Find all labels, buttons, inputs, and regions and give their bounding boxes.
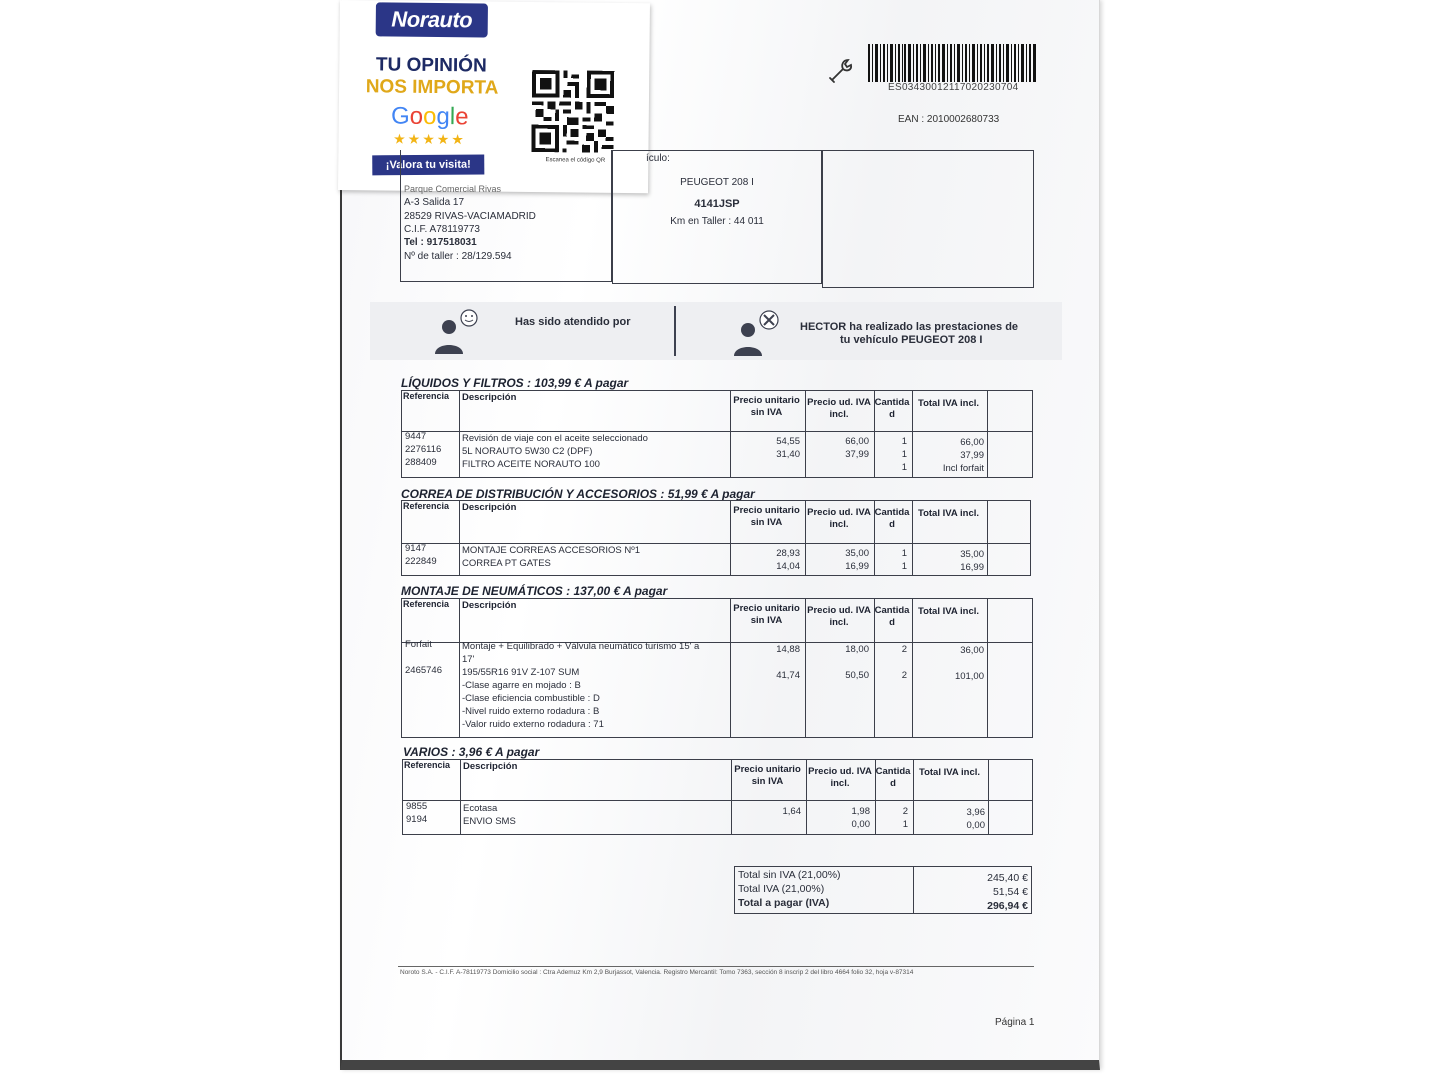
sticker-headline-2: NOS IMPORTA — [365, 76, 499, 99]
row-desc: Ecotasa — [463, 803, 498, 814]
row-iva-price: 18,00 — [845, 644, 869, 655]
attended-by-text: Has sido atendido por — [515, 316, 631, 328]
col-header-total: Total IVA incl. — [917, 606, 980, 617]
row-ref: 9194 — [406, 814, 428, 825]
legal-footer: Noroto S.A. - C.I.F. A-78119773 Domicilio social : Ctra Ademuz Km 2,9 Burjassot, Valencia. Registro Mercantil: Tomo 7363, sección 8 inscrip 2 del libro 4664 folio 32, hoja v-87314 — [400, 969, 914, 976]
wrench-icon — [826, 56, 858, 84]
total-pagar-label: Total a pagar (IVA) — [738, 897, 830, 909]
row-desc: ENVIO SMS — [463, 816, 516, 827]
col-header-total: Total IVA incl. — [917, 508, 980, 519]
col-header-unit-2: sin IVA — [750, 615, 783, 626]
total-iva-label: Total IVA (21,00%) — [738, 883, 825, 895]
row-ref: 2276116 — [405, 444, 442, 455]
row-qty: 1 — [901, 449, 907, 460]
col-header-desc: Descripción — [462, 600, 517, 611]
mechanic-tools-icon — [732, 310, 782, 356]
col-header-qty: Cantida — [874, 605, 910, 616]
col-header-iva: Precio ud. IVA — [807, 605, 871, 616]
col-header-unit-2: sin IVA — [751, 776, 784, 787]
norauto-logo: Norauto — [376, 2, 488, 37]
row-iva-price: 66,00 — [845, 436, 869, 447]
col-header-iva-2: incl. — [829, 519, 849, 530]
row-qty: 1 — [901, 548, 907, 559]
row-unit-price: 14,04 — [776, 561, 800, 572]
row-unit-price: 14,88 — [776, 644, 800, 655]
col-header-iva: Precio ud. IVA — [807, 507, 871, 518]
mechanic-text-2: tu vehículo PEUGEOT 208 I — [840, 334, 983, 346]
col-header-total: Total IVA incl. — [917, 398, 980, 409]
row-desc: MONTAJE CORREAS ACCESORIOS Nº1 — [462, 545, 641, 556]
row-unit-price: 41,74 — [776, 670, 800, 681]
row-total: 3,96 — [966, 807, 985, 818]
col-header-iva-2: incl. — [830, 778, 850, 789]
row-desc: 195/55R16 91V Z-107 SUM — [462, 667, 580, 678]
row-total: 35,00 — [960, 549, 984, 560]
row-total: 37,99 — [960, 450, 984, 461]
section-title: VARIOS : 3,96 € A pagar — [403, 745, 540, 759]
row-qty: 2 — [902, 806, 908, 817]
row-desc: -Clase agarre en mojado : B — [462, 680, 581, 691]
page-number: Página 1 — [995, 1017, 1035, 1028]
col-header-iva-2: incl. — [829, 409, 849, 420]
background — [0, 0, 340, 1080]
vehicle-label: ículo: — [646, 153, 670, 164]
row-ref: 9855 — [406, 801, 428, 812]
row-desc: Montaje + Equilibrado + Válvula neumático turismo 15' a — [462, 641, 700, 652]
col-header-unit: Precio unitario — [734, 764, 801, 775]
row-total: 101,00 — [954, 671, 984, 682]
total-sin-iva-label: Total sin IVA (21,00%) — [738, 869, 841, 881]
section-title: CORREA DE DISTRIBUCIÓN Y ACCESORIOS : 51,99 € A pagar — [401, 487, 755, 501]
row-unit-price: 1,64 — [782, 806, 801, 817]
row-unit-price: 31,40 — [776, 449, 800, 460]
row-qty: 1 — [901, 561, 907, 572]
workshop-line-2: 28529 RIVAS-VACIAMADRID — [404, 211, 536, 222]
col-header-ref: Referencia — [403, 599, 450, 609]
person-chat-icon — [432, 308, 482, 354]
row-qty: 1 — [901, 436, 907, 447]
row-qty: 1 — [902, 819, 908, 830]
vehicle-km: Km en Taller : 44 011 — [670, 216, 764, 227]
blank-box — [822, 150, 1034, 288]
col-header-unit: Precio unitario — [733, 603, 800, 614]
col-header-iva: Precio ud. IVA — [807, 397, 871, 408]
col-header-iva: Precio ud. IVA — [808, 766, 872, 777]
mechanic-text-1: HECTOR ha realizado las prestaciones de — [800, 321, 1019, 333]
section-title: MONTAJE DE NEUMÁTICOS : 137,00 € A pagar — [401, 584, 668, 598]
col-header-qty-2: d — [889, 409, 895, 420]
row-iva-price: 35,00 — [845, 548, 869, 559]
barcode-icon — [868, 44, 1036, 82]
total-iva-value: 51,54 € — [992, 886, 1028, 898]
row-unit-price: 54,55 — [776, 436, 800, 447]
col-header-qty-2: d — [889, 519, 895, 530]
row-qty: 2 — [901, 670, 907, 681]
col-header-iva-2: incl. — [829, 617, 849, 628]
total-pagar-value: 296,94 € — [987, 900, 1028, 912]
row-total: 0,00 — [966, 820, 985, 831]
col-header-unit: Precio unitario — [733, 505, 800, 516]
row-qty: 1 — [901, 462, 907, 473]
row-ref: 9147 — [405, 543, 427, 554]
col-header-desc: Descripción — [463, 761, 518, 772]
row-ref: 222849 — [405, 556, 437, 567]
row-ref: 2465746 — [405, 665, 442, 676]
row-unit-price: 28,93 — [776, 548, 800, 559]
workshop-taller: Nº de taller : 28/129.594 — [404, 251, 512, 262]
row-iva-price: 37,99 — [845, 449, 869, 460]
col-header-unit: Precio unitario — [733, 395, 800, 406]
row-desc-cont: 17' — [462, 654, 475, 665]
row-iva-price: 16,99 — [845, 561, 869, 572]
vehicle-model: PEUGEOT 208 I — [680, 177, 754, 188]
ean-code: EAN : 2010002680733 — [898, 114, 1000, 125]
row-desc: -Valor ruido externo rodadura : 71 — [462, 719, 604, 730]
col-header-desc: Descripción — [462, 502, 517, 513]
row-iva-price: 0,00 — [851, 819, 870, 830]
row-ref: 9447 — [405, 431, 427, 442]
qr-code-icon[interactable] — [528, 70, 617, 153]
row-qty: 2 — [901, 644, 907, 655]
row-ref: Forfait — [405, 639, 432, 650]
row-desc: -Clase eficiencia combustible : D — [462, 693, 600, 704]
workshop-tel: Tel : 917518031 — [404, 237, 477, 248]
row-ref: 288409 — [405, 457, 437, 468]
section-title: LÍQUIDOS Y FILTROS : 103,99 € A pagar — [401, 376, 629, 390]
row-iva-price: 50,50 — [845, 670, 869, 681]
col-header-qty: Cantida — [875, 766, 911, 777]
col-header-qty-2: d — [889, 617, 895, 628]
barcode-number: ES0343001211702023070​4 — [888, 82, 1019, 93]
row-iva-price: 1,98 — [851, 806, 870, 817]
row-total: 36,00 — [960, 645, 984, 656]
col-header-ref: Referencia — [404, 760, 451, 770]
qr-caption: Escanea el código QR — [545, 157, 606, 164]
footer-divider — [398, 966, 1034, 967]
col-header-total: Total IVA incl. — [918, 767, 981, 778]
col-header-qty: Cantida — [874, 507, 910, 518]
row-total: 16,99 — [960, 562, 984, 573]
row-desc: 5L NORAUTO 5W30 C2 (DPF) — [462, 446, 593, 457]
sticker-cta: ¡Valora tu visita! — [372, 155, 484, 176]
row-desc: FILTRO ACEITE NORAUTO 100 — [462, 459, 600, 470]
col-header-ref: Referencia — [403, 391, 450, 401]
workshop-cif: C.I.F. A78119773 — [404, 224, 480, 235]
vehicle-plate: 4141JSP — [694, 198, 740, 210]
banner-divider — [674, 306, 676, 356]
rating-stars-icon: ★★★★★ — [393, 130, 467, 148]
col-header-desc: Descripción — [462, 392, 517, 403]
row-total: 66,00 — [960, 437, 984, 448]
workshop-line-partial: Parque Comercial Rivas — [404, 184, 502, 194]
row-desc: -Nivel ruido externo rodadura : B — [462, 706, 600, 717]
col-header-qty: Cantida — [874, 397, 910, 408]
row-desc: Revisión de viaje con el aceite seleccionado — [462, 433, 648, 444]
sticker-headline-1: TU OPINIÓN — [375, 54, 487, 77]
row-desc: CORREA PT GATES — [462, 558, 551, 569]
col-header-ref: Referencia — [403, 501, 450, 511]
row-total: Incl forfait — [942, 463, 984, 474]
total-sin-iva-value: 245,40 € — [987, 872, 1028, 884]
col-header-qty-2: d — [890, 778, 896, 789]
col-header-unit-2: sin IVA — [750, 517, 783, 528]
workshop-line-1: A-3 Salida 17 — [404, 197, 465, 208]
google-logo: Google — [390, 102, 469, 131]
col-header-unit-2: sin IVA — [750, 407, 783, 418]
